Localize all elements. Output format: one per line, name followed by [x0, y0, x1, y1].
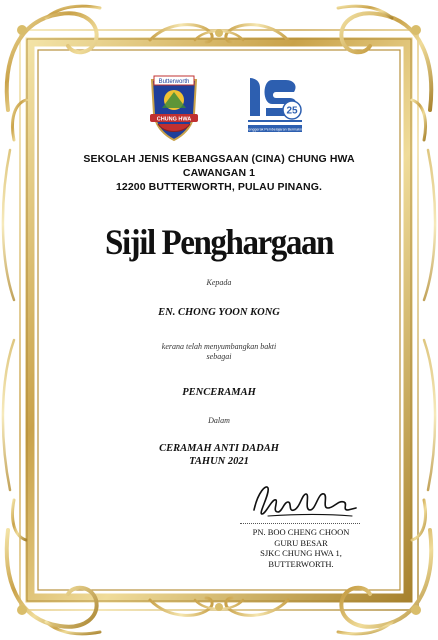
svg-text:Butterworth: Butterworth: [158, 79, 190, 85]
school-branch: CAWANGAN 1: [182, 167, 256, 179]
service-line-2: sebagai: [206, 352, 232, 361]
certificate-content: [40, 60, 398, 580]
event-name: [40, 442, 398, 468]
school-name: SEKOLAH JENIS KEBANGSAAN (CINA) CHUNG HWA: [83, 153, 355, 165]
handwritten-signature: [248, 480, 358, 522]
signature-line: [240, 523, 360, 524]
school-postal-address: 12200 BUTTERWORTH, PULAU PINANG.: [115, 181, 323, 193]
certificate-title: Sijil Penghargaan: [104, 222, 333, 262]
signatory-position: GURU BESAR: [274, 537, 328, 548]
school-address: [40, 152, 398, 194]
svg-text:CHUNG HWA: CHUNG HWA: [156, 116, 192, 123]
anniversary-emblem-logo: [246, 76, 304, 138]
signatory-block: [240, 527, 362, 569]
service-line-1: kerana telah menyumbangkan bakti: [161, 342, 277, 351]
recipient-name: EN. CHONG YOON KONG: [158, 307, 280, 318]
event-line-1: CERAMAH ANTI DADAH: [159, 443, 279, 454]
role-title: PENCERAMAH: [182, 387, 256, 398]
signatory-name: PN. BOO CHENG CHOON: [252, 527, 350, 537]
svg-text:Penggerak Pembelajaran Bermakn: Penggerak Pembelajaran Bermakna: [246, 127, 304, 132]
event-line-2: TAHUN 2021: [189, 456, 249, 467]
logo-row: [40, 72, 398, 152]
signatory-town: BUTTERWORTH.: [268, 558, 334, 569]
svg-text:25: 25: [286, 105, 298, 117]
to-label: Kepada: [206, 278, 232, 287]
signatory-school: SJKC CHUNG HWA 1,: [260, 548, 342, 558]
school-badge-logo: [148, 74, 200, 142]
service-text: [40, 342, 398, 362]
in-label: Dalam: [208, 416, 230, 425]
